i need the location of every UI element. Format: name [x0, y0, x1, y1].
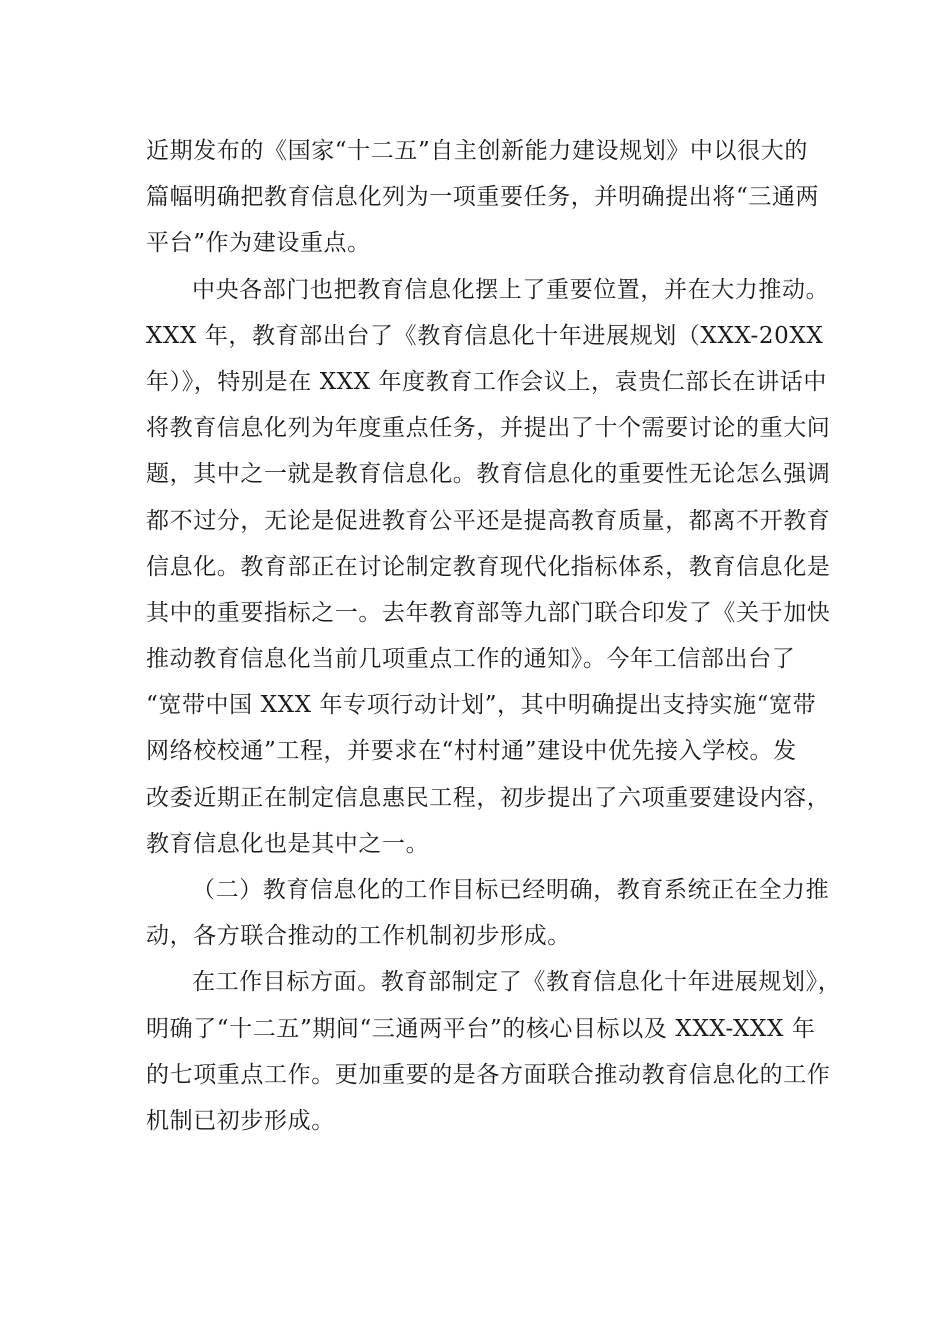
text-line: 都不过分，无论是促进教育公平还是提高教育质量，都离不开教育 [146, 507, 831, 534]
paragraph-start-line: 在工作目标方面。教育部制定了《教育信息化十年进展规划》， [192, 969, 842, 996]
text-line: 信息化。教育部正在讨论制定教育现代化指标体系，教育信息化是 [146, 553, 831, 580]
text-line: 题，其中之一就是教育信息化。教育信息化的重要性无论怎么强调 [146, 461, 831, 488]
body-text [146, 128, 842, 1144]
paragraph-start-line: 中央各部门也把教育信息化摆上了重要位置，并在大力推动。 [192, 276, 830, 303]
text-line: 近期发布的《国家“十二五”自主创新能力建设规划》中以很大的 [146, 138, 808, 164]
text-line: 网络校校通”工程，并要求在“村村通”建设中优先接入学校。发 [146, 738, 797, 765]
text-line: XXX 年，教育部出台了《教育信息化十年进展规划（XXX-20XX [146, 322, 824, 349]
text-line: 机制已初步形成。 [146, 1107, 335, 1134]
text-line: 改委近期正在制定信息惠民工程，初步提出了六项重要建设内容， [146, 784, 831, 811]
section-heading-line: （二）教育信息化的工作目标已经明确，教育系统正在全力推 [192, 877, 830, 903]
text-line: “宽带中国 XXX 年专项行动计划”，其中明确提出支持实施“宽带 [146, 692, 817, 719]
section-heading-line: 动，各方联合推动的工作机制初步形成。 [146, 923, 571, 950]
text-line: 篇幅明确把教育信息化列为一项重要任务，并明确提出将“三通两 [146, 184, 820, 211]
text-line: 推动教育信息化当前几项重点工作的通知》。今年工信部出台了 [146, 646, 796, 673]
text-line: 将教育信息化列为年度重点任务，并提出了十个需要讨论的重大问 [146, 415, 831, 442]
text-line: 平台”作为建设重点。 [146, 230, 371, 257]
text-line: 教育信息化也是其中之一。 [146, 830, 430, 857]
text-line: 明确了“十二五”期间“三通两平台”的核心目标以及 XXX-XXX 年 [146, 1015, 816, 1042]
text-line: 其中的重要指标之一。去年教育部等九部门联合印发了《关于加快 [146, 599, 831, 626]
text-line: 的七项重点工作。更加重要的是各方面联合推动教育信息化的工作 [146, 1061, 831, 1088]
text-line: 年）》，特别是在 XXX 年度教育工作会议上，袁贵仁部长在讲话中 [146, 368, 827, 395]
